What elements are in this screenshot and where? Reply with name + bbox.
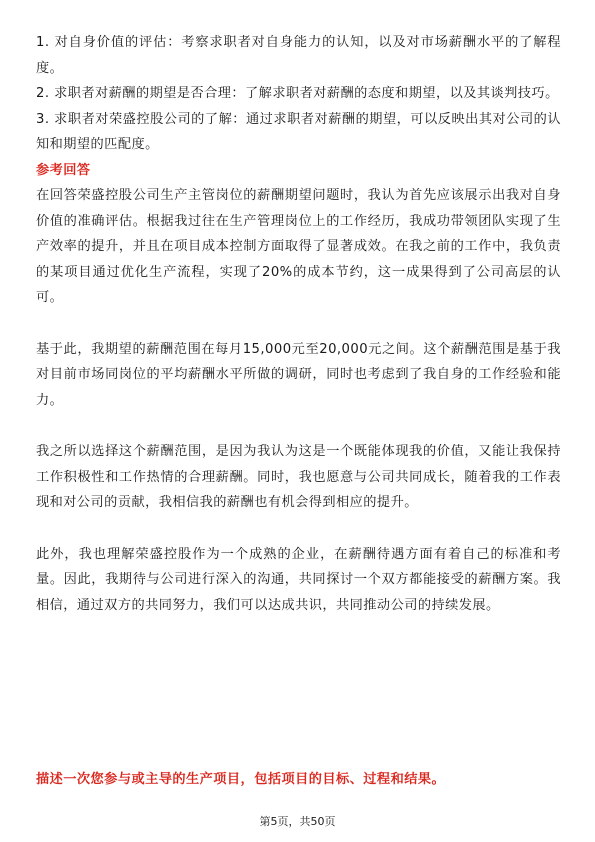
answer-paragraph-2: 基于此，我期望的薪酬范围在每月15,000元至20,000元之间。这个薪酬范围是基于我对目前市场同岗位的平均薪酬水平所做的调研，同时也考虑到了我自身的工作经验和能力。 [36, 341, 561, 408]
criterion-1: 1. 对自身价值的评估：考察求职者对自身能力的认知，以及对市场薪酬水平的了解程度。 [36, 35, 561, 76]
answer-paragraph-1: 在回答荣盛控股公司生产主管岗位的薪酬期望问题时，我认为首先应该展示出我对自身价值的准确评估。根据我过往在生产管理岗位上的工作经历，我成功带领团队实现了生产效率的提升，并且在项目成本控制方面取得了显著成效。在我之前的工作中，我负责的某项目通过优化生产流程，实现了20%的成本节约，这一成果得到了公司高层的认可。 [36, 188, 561, 305]
paragraph-gap [36, 311, 561, 337]
answer-paragraph-4: 此外，我也理解荣盛控股作为一个成熟的企业，在薪酬待遇方面有着自己的标准和考量。因此，我期待与公司进行深入的沟通，共同探讨一个双方都能接受的薪酬方案。我相信，通过双方的共同努力，我们可以达成共识，共同推动公司的持续发展。 [36, 546, 561, 613]
criterion-3: 3. 求职者对荣盛控股公司的了解：通过求职者对薪酬的期望，可以反映出其对公司的认知和期望的匹配度。 [36, 111, 561, 152]
paragraph-gap [36, 516, 561, 542]
page-content [36, 30, 561, 618]
criterion-2: 2. 求职者对薪酬的期望是否合理：了解求职者对薪酬的态度和期望，以及其谈判技巧。 [36, 86, 559, 101]
paragraph-gap [36, 413, 561, 439]
answer-paragraph-3: 我之所以选择这个薪酬范围，是因为我认为这是一个既能体现我的价值，又能让我保持工作积极性和工作热情的合理薪酬。同时，我也愿意与公司共同成长，随着我的工作表现和对公司的贡献，我相信我的薪酬也有机会得到相应的提升。 [36, 444, 561, 510]
answer-heading: 参考回答 [36, 162, 91, 178]
next-question-heading: 描述一次您参与或主导的生产项目，包括项目的目标、过程和结果。 [36, 772, 446, 787]
page-footer: 第5页，共50页 [259, 815, 336, 828]
